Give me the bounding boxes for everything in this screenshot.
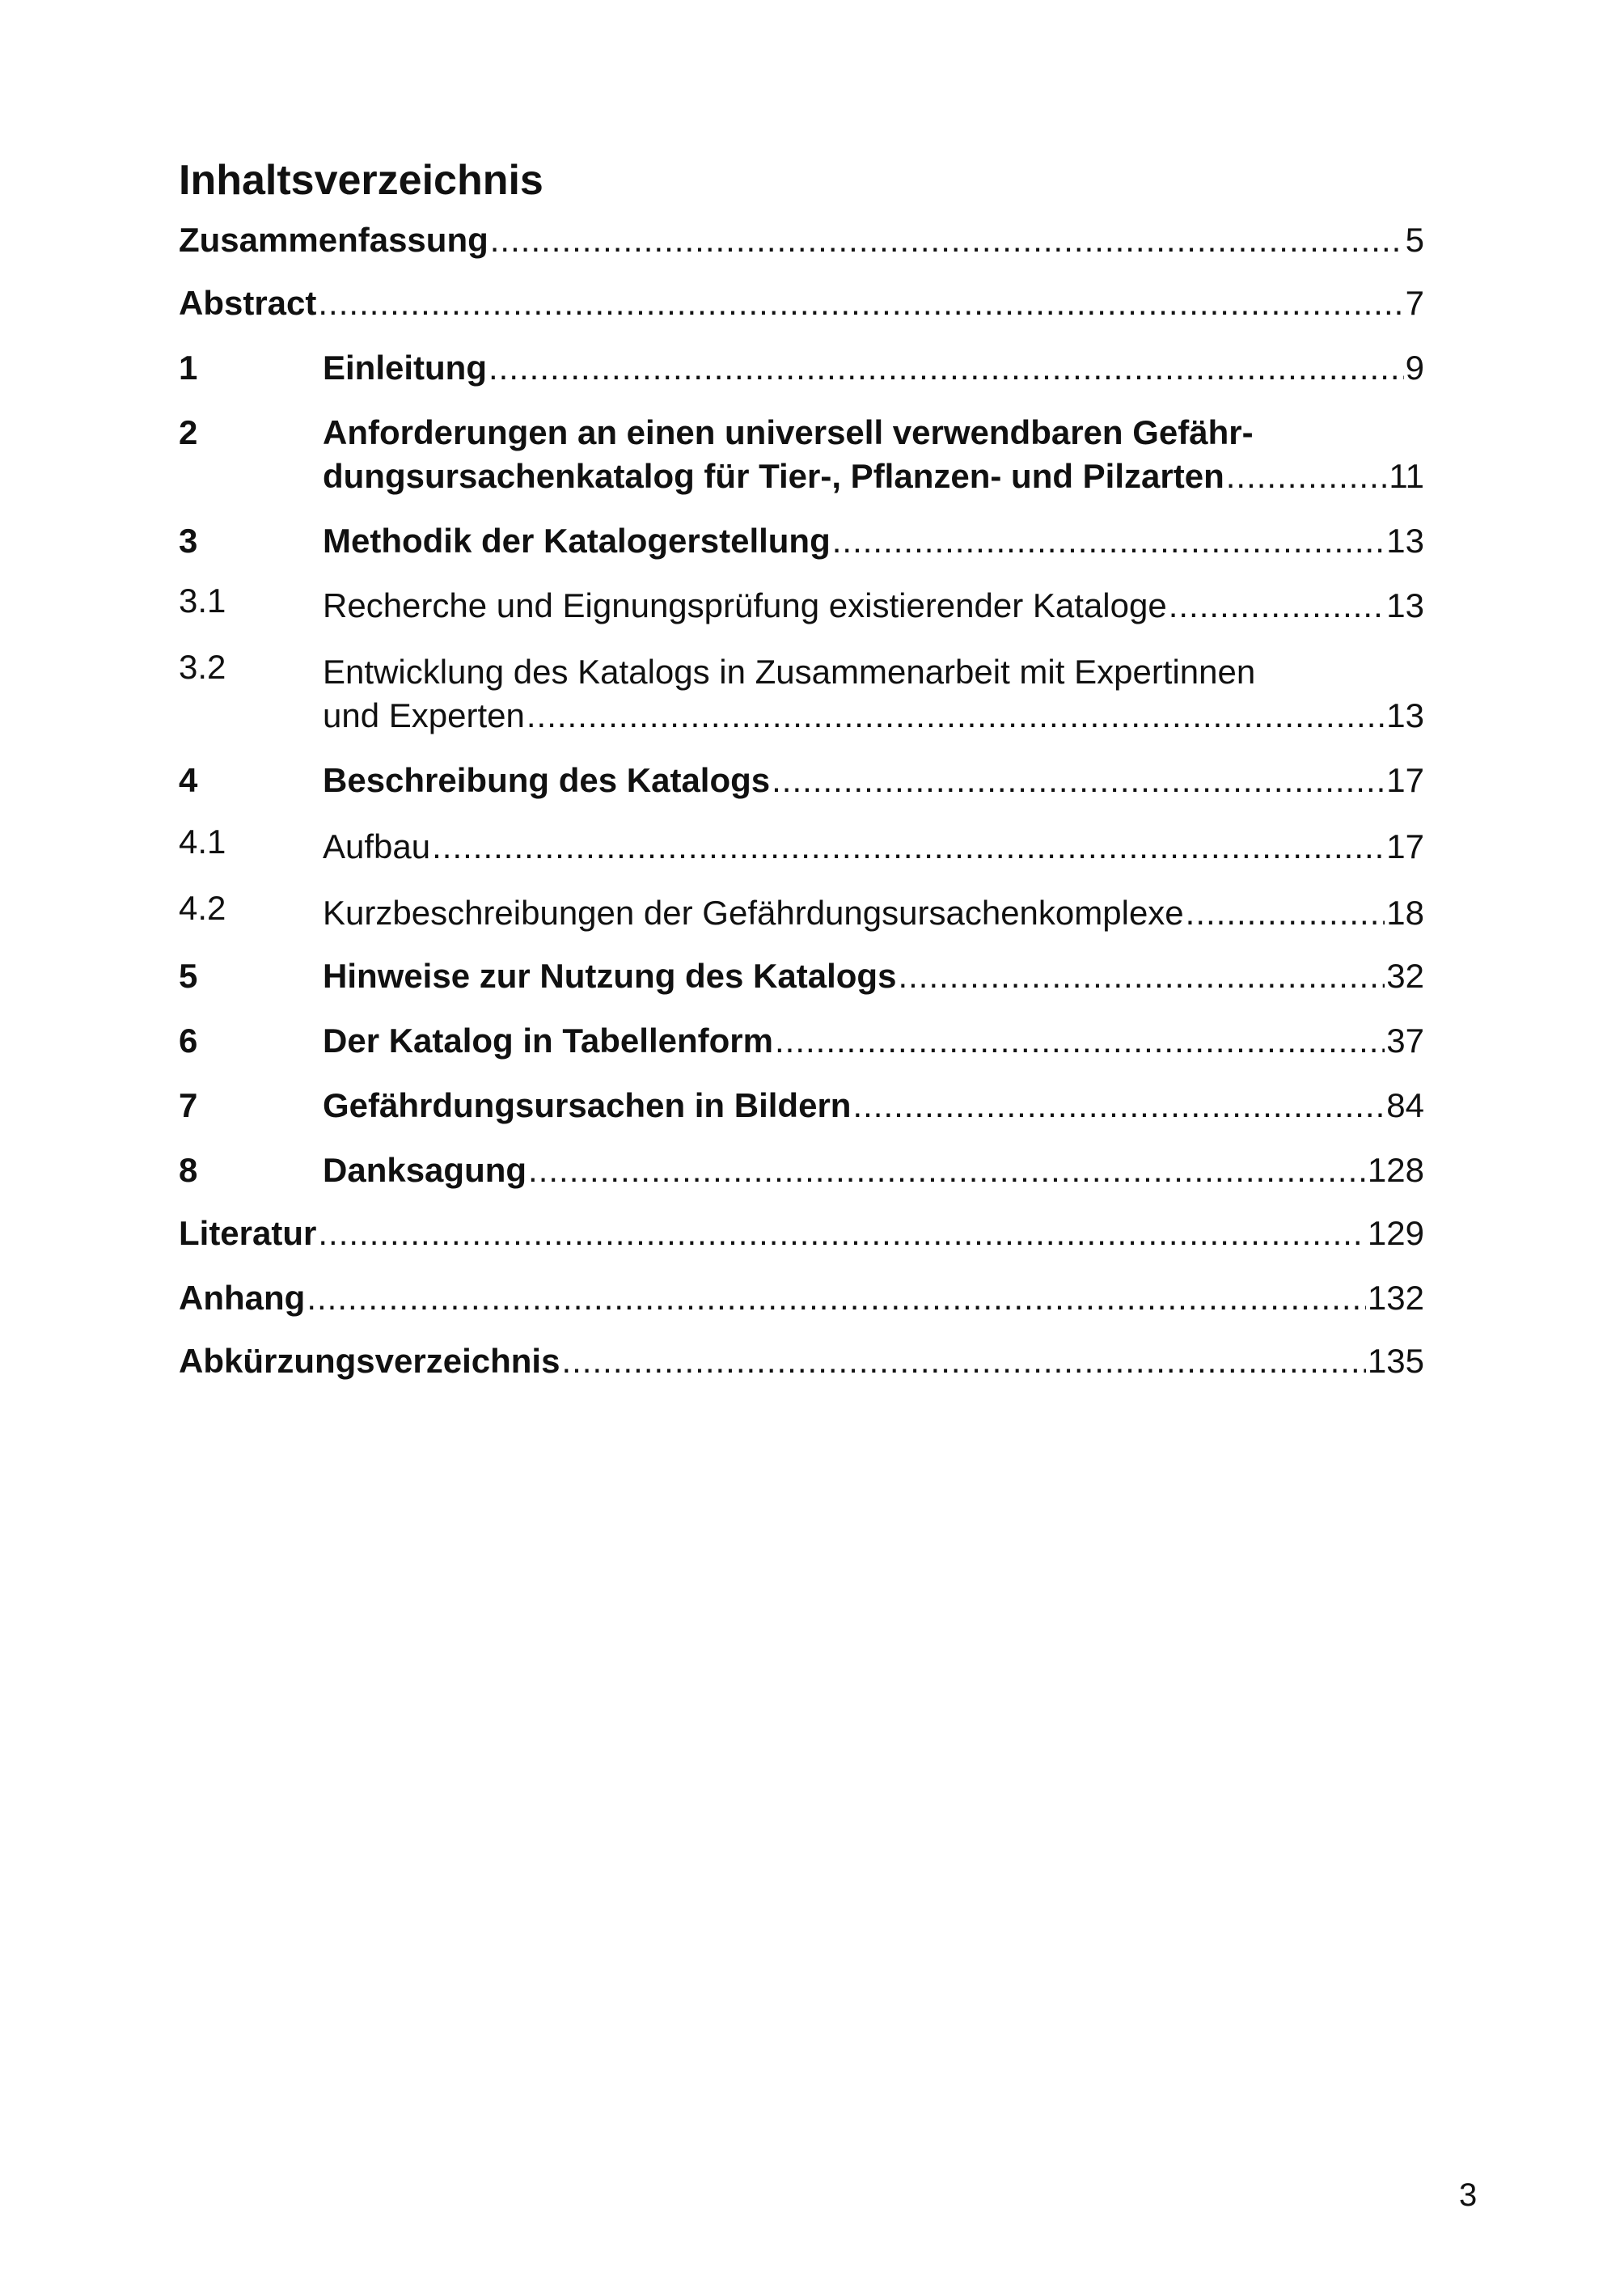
toc-entry[interactable] <box>179 281 1424 325</box>
toc-entry-number: 4.1 <box>179 823 226 861</box>
toc-entry-title: Zusammenfassung <box>179 221 488 259</box>
leader-dots <box>528 1149 1366 1192</box>
toc-entry-page: 13 <box>1386 522 1424 560</box>
toc-entry-title: Methodik der Katalogerstellung <box>323 522 831 560</box>
toc-entry-number: 3.1 <box>179 582 226 620</box>
leader-dots <box>490 218 1404 262</box>
toc-entry-title-continued: dungsursachenkatalog für Tier-, Pflanzen- und Pilzarten <box>323 457 1224 495</box>
toc-entry-number: 4 <box>179 761 198 799</box>
toc-entry[interactable] <box>179 825 1424 869</box>
toc-entry-page: 129 <box>1367 1214 1424 1252</box>
toc-entry-title: Aufbau <box>323 827 431 865</box>
toc-entry[interactable] <box>179 1019 1424 1063</box>
toc-entry-page: 128 <box>1367 1151 1424 1189</box>
leader-dots <box>775 1019 1385 1063</box>
table-of-contents <box>179 218 1424 1380</box>
toc-entry-page: 37 <box>1386 1022 1424 1060</box>
toc-entry-title: Abkürzungsverzeichnis <box>179 1342 560 1380</box>
toc-entry-page: 132 <box>1367 1279 1424 1317</box>
toc-entry-title: Gefährdungsursachen in Bildern <box>323 1086 852 1124</box>
leader-dots <box>527 694 1385 738</box>
toc-entry[interactable] <box>179 954 1424 998</box>
toc-entry-number: 6 <box>179 1022 198 1060</box>
toc-entry-page: 17 <box>1386 827 1424 865</box>
toc-entry-number: 3 <box>179 522 198 560</box>
toc-entry-title: Danksagung <box>323 1151 527 1189</box>
toc-entry[interactable] <box>179 650 1424 738</box>
toc-entry-title: Anhang <box>179 1279 306 1317</box>
toc-entry-title: Entwicklung des Katalogs in Zusammenarbeit mit Expertinnen <box>323 653 1256 691</box>
toc-entry-title: Literatur <box>179 1214 317 1252</box>
toc-entry[interactable] <box>179 218 1424 262</box>
toc-entry-page: 135 <box>1367 1342 1424 1380</box>
toc-entry[interactable] <box>179 346 1424 390</box>
toc-entry[interactable] <box>179 1084 1424 1127</box>
toc-entry[interactable] <box>179 1149 1424 1192</box>
toc-entry[interactable] <box>179 519 1424 563</box>
toc-entry[interactable] <box>179 411 1424 498</box>
leader-dots <box>318 1212 1366 1255</box>
toc-entry-number: 8 <box>179 1151 198 1189</box>
toc-entry-page: 13 <box>1386 696 1424 734</box>
toc-entry-title: Einleitung <box>323 349 487 387</box>
toc-entry-number: 1 <box>179 349 198 387</box>
toc-entry[interactable] <box>179 1339 1424 1383</box>
toc-entry-number: 2 <box>179 413 198 451</box>
toc-entry-title-continued: und Experten <box>323 696 525 734</box>
toc-entry-page: 32 <box>1386 957 1424 995</box>
toc-entry-title: Anforderungen an einen universell verwendbaren Gefähr- <box>323 413 1254 451</box>
toc-entry-title: Beschreibung des Katalogs <box>323 761 771 799</box>
toc-entry[interactable] <box>179 1212 1424 1255</box>
toc-entry[interactable] <box>179 1276 1424 1320</box>
toc-entry-number: 4.2 <box>179 889 226 927</box>
toc-entry[interactable] <box>179 584 1424 628</box>
toc-entry-page: 5 <box>1405 221 1424 259</box>
leader-dots <box>852 1084 1385 1127</box>
leader-dots <box>1226 455 1388 498</box>
toc-heading: Inhaltsverzeichnis <box>179 157 543 204</box>
toc-entry-number: 3.2 <box>179 648 226 686</box>
leader-dots <box>832 519 1385 563</box>
toc-entry-title: Abstract <box>179 284 317 322</box>
toc-entry[interactable] <box>179 759 1424 802</box>
toc-entry[interactable] <box>179 891 1424 935</box>
leader-dots <box>898 954 1385 998</box>
leader-dots <box>488 346 1404 390</box>
leader-dots <box>561 1339 1365 1383</box>
page-number: 3 <box>1459 2177 1478 2213</box>
toc-entry-title: Kurzbeschreibungen der Gefährdungsursachenkomplexe <box>323 894 1184 932</box>
toc-entry-title: Recherche und Eignungsprüfung existierender Kataloge <box>323 586 1167 624</box>
toc-entry-page: 7 <box>1405 284 1424 322</box>
toc-entry-page: 9 <box>1405 349 1424 387</box>
toc-entry-page: 17 <box>1386 761 1424 799</box>
toc-entry-title: Hinweise zur Nutzung des Katalogs <box>323 957 897 995</box>
toc-entry-number: 5 <box>179 957 198 995</box>
leader-dots <box>1186 891 1385 935</box>
leader-dots <box>307 1276 1366 1320</box>
toc-entry-page: 18 <box>1386 894 1424 932</box>
leader-dots <box>772 759 1385 802</box>
toc-entry-page: 13 <box>1386 586 1424 624</box>
leader-dots <box>432 825 1385 869</box>
toc-entry-page: 84 <box>1386 1086 1424 1124</box>
toc-entry-page: 11 <box>1389 457 1424 495</box>
toc-entry-number: 7 <box>179 1086 198 1124</box>
leader-dots <box>318 281 1403 325</box>
toc-entry-title: Der Katalog in Tabellenform <box>323 1022 773 1060</box>
leader-dots <box>1169 584 1385 628</box>
